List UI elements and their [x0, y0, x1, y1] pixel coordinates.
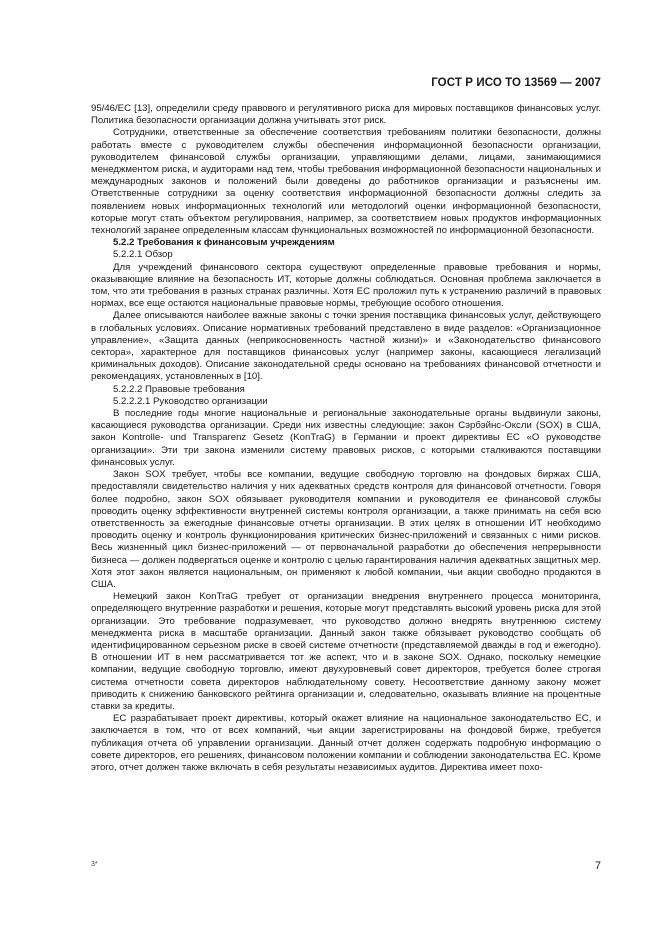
paragraph-kontrag: Немецкий закон KonTraG требует от организации внедрения внутреннего процесса мониторинга, определяющего внутренние разработки и решения, которые могут представлять высокий уровень риска для этой организации. Это требование подразумевает, что руководство должно внедрять внутреннюю систему менеджмента риска в масштабе организации. Данный закон также обязывает руководство сообщать об идентифицированном серьезном риске в своей системе отчетности (представляемой дважды в год и ежегодно). В отношении ИТ в нем рассматривается тот же аспект, что и в законе SOX. Однако, поскольку немецкие компании, ведущие свободную торговлю, имеют двухуровневый совет директоров, требуется более строгая система отчетности совета директоров наблюдательному совету. Несоответствие данному закону может приводить к снижению банковского рейтинга организации и, следовательно, оказывать влияние на процентные ставки за кредиты.	[91, 591, 601, 712]
subsection-heading-5-2-2-1: 5.2.2.1 Обзор	[113, 249, 173, 261]
subsection-heading-5-2-2-2: 5.2.2.2 Правовые требования	[113, 383, 245, 395]
paragraph-continuation: 95/46/ЕС [13], определили среду правового и регулятивного риска для мировых поставщиков финансовых услуг. Политика безопасности организации должна учитывать этот риск.	[91, 103, 601, 127]
paragraph-governance-laws: В последние годы многие национальные и региональные законодательные органы выдвинули законы, касающиеся руководства организации. Среди них известны следующие: закон Сэрбэйнс-Оксли (SOX) в США, закон Kontrolle- und Transparenz Gesetz (KonTraG) в Германии и проект директивы ЕС «О руководстве организации». Эти три закона изменили систему правовых рисков, с которыми сталкиваются поставщики финансовых услуг.	[91, 408, 601, 468]
page-body	[91, 103, 601, 774]
page-header-doc-code: ГОСТ Р ИСО ТО 13569 — 2007	[431, 77, 601, 89]
footer-signature-mark: 3*	[91, 861, 98, 868]
paragraph-sox: Закон SOX требует, чтобы все компании, ведущие свободную торговлю на фондовых биржах США, предоставляли свидетельство наличия у них адекватных средств контроля для финансовой отчетности. Говоря более подробно, закон SOX обязывает руководителя компании и руководителя ее финансовой службы проводить оценку эффективности внутренней системы контроля организации, а также принимать на себя всю ответственность за ежегодные финансовые отчеты организации. В этих целях в отношении ИТ необходимо проводить оценку и контроль функционирования критических бизнес-приложений и связанных с ними рисков. Весь жизненный цикл бизнес-приложений — от первоначальной разработки до обеспечения непрерывности бизнеса — должен подвергаться оценке и контролю с целью гарантирования наличия адекватных защитных мер. Хотя этот закон является национальным, он применяют к любой компании, чьи акции свободно продаются в США.	[91, 469, 601, 590]
paragraph-eu-directive: ЕС разрабатывает проект директивы, который окажет влияние на национальное законодательство ЕС, и заключается в том, что от всех компаний, чьи акции зарегистрированы на фондовой бирже, требуется публикация отчета об управлении организации. Данный отчет должен содержать подробную информацию о совете директоров, его решениях, финансовом положении компании и соблюдении законодательства ЕС. Кроме этого, отчет должен также включать в себя результаты независимых аудитов. Директива имеет похо-	[91, 713, 601, 773]
subsection-heading-5-2-2-2-1: 5.2.2.2.1 Руководство организации	[113, 395, 268, 407]
paragraph-overview: Для учреждений финансового сектора существуют определенные правовые требования и нормы, оказывающие влияние на безопасность ИТ, которые должны соблюдаться. Основная проблема заключается в том, что эти требования в разных странах различны. Хотя ЕС проложил путь к устранению различий в правовых нормах, все еще остаются национальные правовые нормы, требующие особого отношения.	[91, 261, 601, 310]
section-heading-5-2-2: 5.2.2 Требования к финансовым учреждениям	[113, 237, 335, 249]
paragraph-laws-description: Далее описываются наиболее важные законы с точки зрения поставщика финансовых услуг, действующего в глобальных условиях. Описание нормативных требований представлено в виде разделов: «Организационное управление», «Защита данных (неприкосновенность частной жизни)» и «Законодательство финансового сектора», характерное для поставщиков финансовых услуг (например законы, касающиеся легализаций криминальных доходов). Описание законодательной среды основано на требованиях финансовой отчетности и рекомендациях, установленных в [10].	[91, 310, 601, 383]
paragraph-compliance-staff: Сотрудники, ответственные за обеспечение соответствия требованиям политики безопасности, должны работать вместе с руководителем службы обеспечения информационной безопасности организации, руководителем финансовой службы организации, управляющими делами, лицами, занимающимися менеджментом риска, и аудиторами над тем, чтобы требования информационной безопасности национальных и международных законов и положений были доведены до работников организации и разъяснены им. Ответственные сотрудники за оценку соответствия информационной безопасности должны следить за появлением новых информационных технологий или методологий оценки информационной безопасности, которые могут стать объектом регулирования, например, за соответствием новых продуктов информационных технологий заранее определенным классам функциональных возможностей по информационной безопасности.	[91, 127, 601, 237]
page-number: 7	[594, 860, 601, 872]
